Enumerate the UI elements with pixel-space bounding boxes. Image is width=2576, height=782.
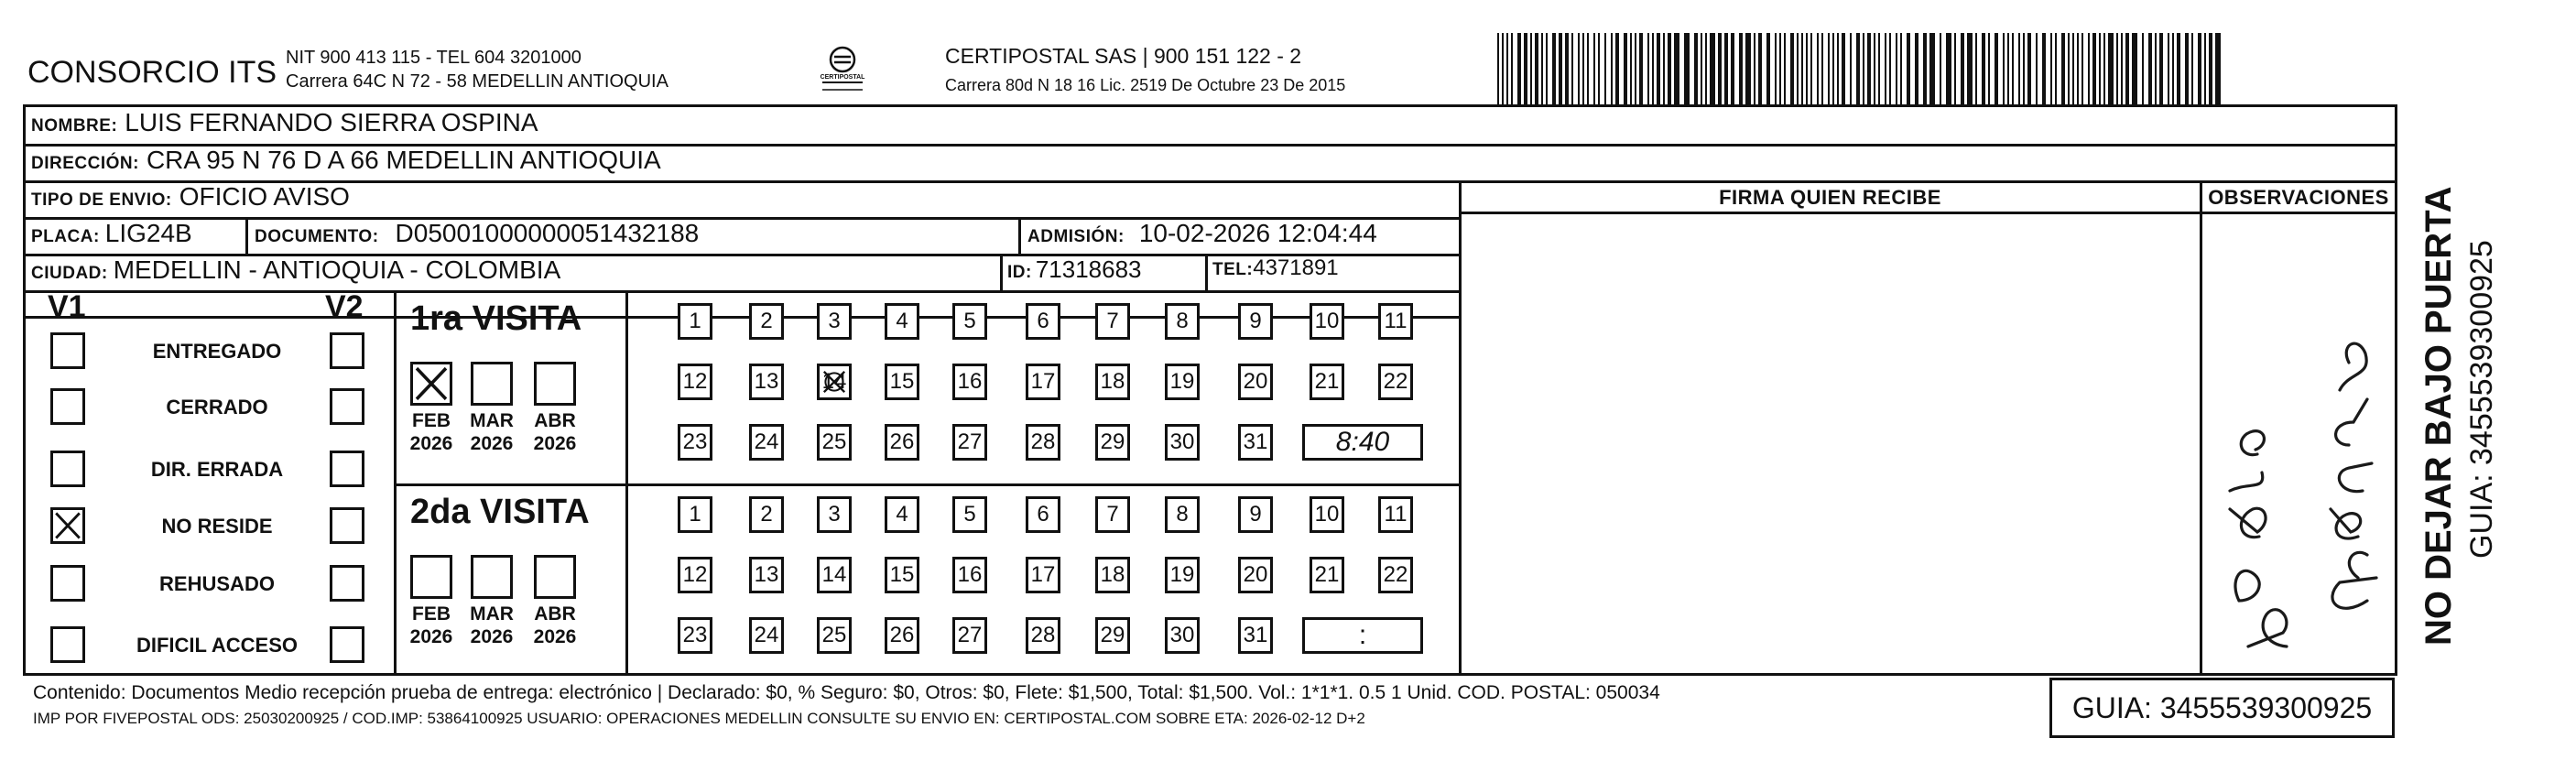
month-year: 2026: [409, 626, 453, 647]
plate-value: LIG24B: [104, 219, 192, 247]
visit-title: 2da VISITA: [410, 493, 590, 531]
day-box[interactable]: [885, 557, 919, 593]
day-box[interactable]: [952, 424, 987, 461]
day-box[interactable]: [1165, 303, 1200, 340]
day-box[interactable]: [1026, 617, 1060, 654]
day-box[interactable]: [885, 364, 919, 400]
day-number: 2: [760, 309, 773, 333]
month-year: 2026: [470, 433, 514, 454]
day-box[interactable]: [1238, 424, 1273, 461]
id-label: ID:: [1007, 263, 1032, 282]
v1-checkbox[interactable]: [50, 451, 85, 487]
day-number: 12: [682, 562, 708, 587]
send-type-field: [31, 182, 350, 212]
tel-field: [1212, 255, 1339, 281]
observations-header: OBSERVACIONES: [2208, 186, 2389, 209]
day-number: 6: [1037, 309, 1049, 333]
day-number: 29: [1100, 429, 1125, 454]
day-number: 18: [1100, 369, 1125, 394]
handwritten-observation: [2202, 216, 2395, 670]
v2-checkbox[interactable]: [330, 626, 364, 663]
day-number: 13: [754, 562, 779, 587]
id-field: [1007, 255, 1142, 284]
day-number: 8: [1176, 502, 1189, 527]
day-number: 14: [821, 562, 847, 587]
month-checkbox[interactable]: [471, 362, 513, 406]
day-box[interactable]: [749, 364, 784, 400]
day-number: 24: [754, 623, 779, 647]
month-checkbox[interactable]: [534, 555, 576, 599]
day-box[interactable]: [749, 496, 784, 533]
day-box[interactable]: [1165, 424, 1200, 461]
time-box[interactable]: [1302, 617, 1423, 654]
company-nit: NIT 900 413 115 - TEL 604 3201000: [286, 48, 582, 68]
tel-value: 4371891: [1253, 255, 1339, 280]
day-number: 16: [957, 562, 983, 587]
day-number: 29: [1100, 623, 1125, 647]
address-label: DIRECCIÓN:: [31, 154, 139, 173]
day-number: 30: [1169, 429, 1195, 454]
day-box[interactable]: [817, 557, 852, 593]
day-number: 10: [1314, 502, 1340, 527]
address-field: [31, 146, 661, 175]
day-box[interactable]: [678, 303, 712, 340]
day-box[interactable]: [749, 424, 784, 461]
day-number: 6: [1037, 502, 1049, 527]
company-name: CONSORCIO ITS: [27, 55, 277, 90]
day-number: 21: [1314, 369, 1340, 394]
day-number: 28: [1030, 623, 1056, 647]
day-box[interactable]: [1026, 364, 1060, 400]
name-label: NOMBRE:: [31, 116, 118, 136]
day-box[interactable]: [885, 424, 919, 461]
v2-checkbox[interactable]: [330, 565, 364, 602]
day-box[interactable]: [817, 424, 852, 461]
day-number: 31: [1243, 623, 1268, 647]
day-number: 5: [963, 309, 976, 333]
day-box[interactable]: [1165, 364, 1200, 400]
day-number: 15: [889, 562, 915, 587]
day-box[interactable]: [678, 617, 712, 654]
day-box[interactable]: [1310, 557, 1344, 593]
day-box[interactable]: [1378, 557, 1413, 593]
day-number: 5: [963, 502, 976, 527]
day-box[interactable]: [952, 303, 987, 340]
day-box[interactable]: [1095, 496, 1130, 533]
v1-checkbox[interactable]: [50, 507, 85, 544]
day-number: 4: [896, 309, 908, 333]
month-name: MAR: [470, 603, 514, 625]
day-box[interactable]: [952, 364, 987, 400]
day-box[interactable]: [1095, 557, 1130, 593]
status-option-label: REHUSADO: [159, 572, 275, 595]
day-number: 27: [957, 429, 983, 454]
status-option-label: NO RESIDE: [161, 515, 273, 538]
side-warning: NO DEJAR BAJO PUERTA: [2418, 186, 2459, 646]
company-address: Carrera 64C N 72 - 58 MEDELLIN ANTIOQUIA: [286, 71, 668, 92]
footer-guide: GUIA: 3455539300925: [2071, 691, 2373, 724]
day-box[interactable]: [1165, 557, 1200, 593]
month-checkbox[interactable]: [534, 362, 576, 406]
day-box[interactable]: [749, 303, 784, 340]
day-number: 13: [754, 369, 779, 394]
day-box[interactable]: [1026, 303, 1060, 340]
footer-guide-box: [2049, 678, 2395, 738]
day-number: 18: [1100, 562, 1125, 587]
day-number: 22: [1383, 562, 1408, 587]
month-year: 2026: [409, 433, 453, 454]
time-box[interactable]: [1302, 424, 1423, 461]
day-number: 20: [1243, 562, 1268, 587]
send-type-value: OFICIO AVISO: [179, 182, 350, 211]
day-number: 24: [754, 429, 779, 454]
month-name: FEB: [412, 603, 451, 625]
side-guide: GUIA: 3455539300925: [2464, 240, 2499, 559]
day-box[interactable]: [1378, 496, 1413, 533]
day-box[interactable]: [817, 617, 852, 654]
footer-print-info: IMP POR FIVEPOSTAL ODS: 25030200925 / COD.IMP: 53864100925 USUARIO: OPERACIONES MEDELLIN CONSULTE SU ENVIO EN: CERTIPOSTAL.COM SOBRE ETA: 2026-02-12 D+2: [33, 710, 1365, 727]
status-option-label: CERRADO: [166, 396, 268, 418]
day-box[interactable]: [749, 557, 784, 593]
month-name: FEB: [412, 410, 451, 431]
day-box[interactable]: [678, 424, 712, 461]
month-name: ABR: [534, 603, 576, 625]
document-value: D05001000000051432188: [395, 219, 700, 247]
day-box[interactable]: [678, 496, 712, 533]
city-field: [31, 255, 560, 285]
logo-text: CERTIPOSTAL: [820, 74, 865, 81]
id-value: 71318683: [1035, 255, 1142, 283]
city-label: CIUDAD:: [31, 264, 108, 283]
day-number: 12: [682, 369, 708, 394]
v2-checkbox[interactable]: [330, 388, 364, 425]
day-number: 11: [1384, 309, 1408, 333]
day-box[interactable]: [1238, 617, 1273, 654]
day-number: 17: [1030, 562, 1056, 587]
signature-header: FIRMA QUIEN RECIBE: [1719, 186, 1941, 209]
name-field: [31, 108, 538, 137]
day-number: 26: [889, 429, 915, 454]
v1-checkbox[interactable]: [50, 626, 85, 663]
day-number: 4: [896, 502, 908, 527]
day-box[interactable]: [1310, 364, 1344, 400]
day-number: 16: [957, 369, 983, 394]
visit-time: 8:40: [1335, 427, 1390, 457]
v1-checkbox[interactable]: [50, 388, 85, 425]
status-option-label: DIR. ERRADA: [150, 458, 284, 481]
barcode: [1497, 33, 2221, 104]
day-box[interactable]: [1026, 496, 1060, 533]
day-number: 14: [821, 369, 847, 394]
day-number: 3: [828, 309, 841, 333]
v2-checkbox[interactable]: [330, 332, 364, 369]
day-number: 8: [1176, 309, 1189, 333]
v2-checkbox[interactable]: [330, 507, 364, 544]
admission-value: 10-02-2026 12:04:44: [1138, 219, 1377, 247]
day-number: 22: [1383, 369, 1408, 394]
day-box[interactable]: [678, 364, 712, 400]
day-box[interactable]: [1095, 364, 1130, 400]
day-number: 25: [821, 429, 847, 454]
month-name: ABR: [534, 410, 576, 431]
month-checkbox[interactable]: [471, 555, 513, 599]
day-box[interactable]: [952, 557, 987, 593]
document-field: [255, 219, 699, 248]
day-box[interactable]: [1310, 303, 1344, 340]
visit-title: 1ra VISITA: [410, 299, 582, 338]
v1-checkbox[interactable]: [50, 332, 85, 369]
v1-checkbox[interactable]: [50, 565, 85, 602]
day-box[interactable]: [1095, 617, 1130, 654]
document-label: DOCUMENTO:: [255, 227, 379, 246]
month-year: 2026: [533, 433, 577, 454]
day-number: 1: [689, 309, 701, 333]
month-checkbox[interactable]: [410, 362, 452, 406]
day-box[interactable]: [1378, 303, 1413, 340]
day-box[interactable]: [817, 496, 852, 533]
day-number: 23: [682, 623, 708, 647]
day-box[interactable]: [1238, 496, 1273, 533]
day-box[interactable]: [1238, 303, 1273, 340]
day-box[interactable]: [1378, 364, 1413, 400]
day-number: 9: [1249, 309, 1262, 333]
day-number: 19: [1169, 369, 1195, 394]
plate-label: PLACA:: [31, 227, 100, 246]
day-number: 28: [1030, 429, 1056, 454]
day-number: 31: [1243, 429, 1268, 454]
day-number: 27: [957, 623, 983, 647]
day-box[interactable]: [1095, 424, 1130, 461]
status-option-label: DIFICIL ACCESO: [136, 634, 298, 657]
day-number: 19: [1169, 562, 1195, 587]
day-number: 15: [889, 369, 915, 394]
day-box[interactable]: [952, 617, 987, 654]
v1-label: V1: [48, 289, 86, 324]
day-box[interactable]: [817, 303, 852, 340]
day-box[interactable]: [1026, 557, 1060, 593]
day-box[interactable]: [952, 496, 987, 533]
admission-field: [1027, 219, 1377, 248]
day-box[interactable]: [1310, 496, 1344, 533]
carrier-address: Carrera 80d N 18 16 Lic. 2519 De Octubre 23 De 2015: [945, 76, 1346, 94]
city-value: MEDELLIN - ANTIOQUIA - COLOMBIA: [113, 255, 561, 284]
carrier-name: CERTIPOSTAL SAS | 900 151 122 - 2: [945, 44, 1302, 68]
visit-time: :: [1358, 620, 1367, 650]
tel-label: TEL:: [1212, 260, 1254, 279]
admission-label: ADMISIÓN:: [1027, 227, 1125, 246]
day-number: 1: [689, 502, 701, 527]
certipostal-logo-icon: [815, 44, 870, 95]
day-number: 30: [1169, 623, 1195, 647]
day-box[interactable]: [678, 557, 712, 593]
day-number: 23: [682, 429, 708, 454]
day-number: 25: [821, 623, 847, 647]
day-box[interactable]: [885, 496, 919, 533]
v2-checkbox[interactable]: [330, 451, 364, 487]
day-box[interactable]: [1026, 424, 1060, 461]
day-number: 11: [1384, 502, 1408, 527]
day-number: 7: [1106, 309, 1119, 333]
day-box[interactable]: [885, 617, 919, 654]
status-option-label: ENTREGADO: [152, 340, 282, 363]
day-number: 3: [828, 502, 841, 527]
day-number: 10: [1314, 309, 1340, 333]
month-checkbox[interactable]: [410, 555, 452, 599]
month-name: MAR: [470, 410, 514, 431]
day-box[interactable]: [749, 617, 784, 654]
day-box[interactable]: [1095, 303, 1130, 340]
plate-field: [31, 219, 192, 248]
day-box[interactable]: [1165, 496, 1200, 533]
day-number: 21: [1314, 562, 1340, 587]
send-type-label: TIPO DE ENVIO:: [31, 190, 172, 210]
name-value: LUIS FERNANDO SIERRA OSPINA: [125, 108, 538, 136]
day-number: 7: [1106, 502, 1119, 527]
day-box[interactable]: [1238, 364, 1273, 400]
month-year: 2026: [470, 626, 514, 647]
day-number: 20: [1243, 369, 1268, 394]
month-year: 2026: [533, 626, 577, 647]
v2-label: V2: [325, 289, 364, 324]
day-box[interactable]: [1165, 617, 1200, 654]
day-number: 2: [760, 502, 773, 527]
footer-contents: Contenido: Documentos Medio recepción prueba de entrega: electrónico | Declarado: $0, % Seguro: $0, Otros: $0, Flete: $1,500, Total: $1,500. Vol.: 1*1*1. 0.5 1 Unid. COD. POSTAL: 050034: [33, 682, 1660, 703]
day-number: 9: [1249, 502, 1262, 527]
address-value: CRA 95 N 76 D A 66 MEDELLIN ANTIOQUIA: [146, 146, 661, 174]
day-box[interactable]: [1238, 557, 1273, 593]
day-box[interactable]: [817, 364, 852, 400]
day-number: 26: [889, 623, 915, 647]
day-box[interactable]: [885, 303, 919, 340]
day-number: 17: [1030, 369, 1056, 394]
